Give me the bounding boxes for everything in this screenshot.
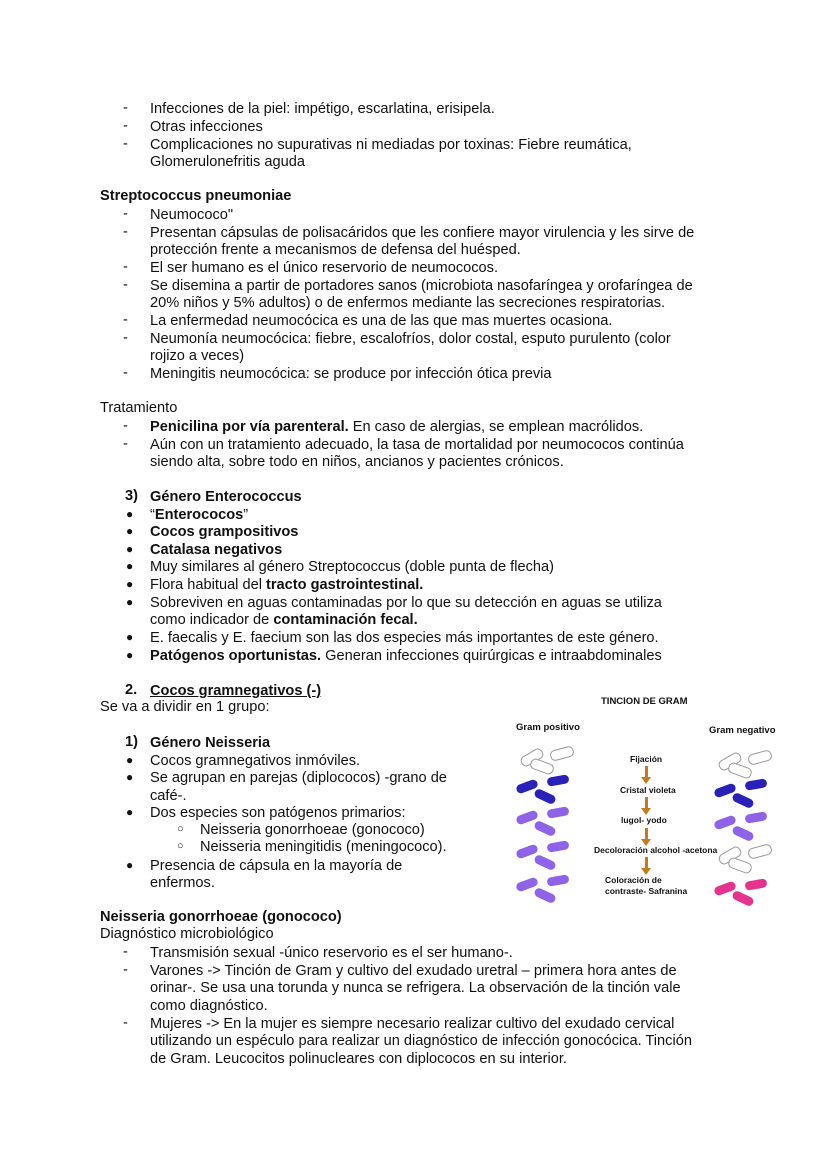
dash: - <box>123 277 128 293</box>
list-item: El ser humano es el único reservorio de neumococos. <box>150 260 498 276</box>
list-item: Infecciones de la piel: impétigo, escarlatina, erisipela. <box>150 101 495 117</box>
bacterium-shape <box>731 792 755 809</box>
arrow-icon <box>645 766 648 778</box>
list-item: La enfermedad neumocócica es una de las que mas muertes ocasiona. <box>150 313 613 329</box>
list-item-cont: orinar-. Se usa una torunda y nunca se refrigera. La observación de la tinción vale <box>150 980 681 996</box>
section-number: 2. <box>125 682 138 698</box>
list-item: Presentan cápsulas de polisacáridos que les confiere mayor virulencia y les sirve de <box>150 225 695 241</box>
list-item: E. faecalis y E. faecium son las dos especies más importantes de este género. <box>150 630 659 646</box>
list-item: Se agrupan en parejas (diplococos) -grano de <box>150 770 447 786</box>
section-number: 3) <box>125 488 138 504</box>
bacterium-shape <box>546 874 569 887</box>
list-item: Presencia de cápsula en la mayoría de <box>150 858 403 874</box>
list-item: Flora habitual del tracto gastrointestinal. <box>150 577 424 593</box>
bacterium-shape <box>529 757 555 776</box>
list-item-cont: protección frente a mecanismos de defensa del huésped. <box>150 242 521 258</box>
bacterium-shape <box>747 843 773 860</box>
arrow-icon <box>645 797 648 809</box>
bacterium-shape <box>533 788 557 805</box>
bacterium-shape <box>533 854 557 871</box>
step-label: lugol- yodo <box>621 815 667 825</box>
bacterium-shape <box>546 774 569 787</box>
list-item: Cocos gramnegativos inmóviles. <box>150 753 361 769</box>
list-item: Penicilina por vía parenteral. En caso de alergias, se emplean macrólidos. <box>150 419 644 435</box>
step-label: Decoloración alcohol -acetona <box>594 845 718 855</box>
bullet: ● <box>126 524 134 538</box>
sub-list-item: Neisseria gonorrhoeae (gonococo) <box>200 822 425 838</box>
bacterium-shape <box>549 745 575 762</box>
list-item: Varones -> Tinción de Gram y cultivo del exudado uretral – primera hora antes de <box>150 963 677 979</box>
dash: - <box>123 365 128 381</box>
list-item-cont: enfermos. <box>150 875 215 891</box>
sub-list-item: Neisseria meningitidis (meningococo). <box>200 839 447 855</box>
bacterium-shape <box>744 878 767 891</box>
arrow-icon <box>645 857 648 869</box>
step-label: Coloración de <box>605 875 662 885</box>
list-item: Cocos grampositivos <box>150 524 299 540</box>
dash: - <box>123 962 128 978</box>
list-item-cont: como diagnóstico. <box>150 998 268 1014</box>
list-item: Sobreviven en aguas contaminadas por lo que su detección en aguas se utiliza <box>150 595 662 611</box>
bacterium-shape <box>533 887 557 904</box>
paragraph: Se va a dividir en 1 grupo: <box>100 699 270 715</box>
bullet: ● <box>126 577 134 591</box>
list-item: Otras infecciones <box>150 119 263 135</box>
list-item-cont: de Gram. Leucocitos polinucleares con diplococos en su interior. <box>150 1051 567 1067</box>
bullet: ● <box>126 559 134 573</box>
step-label: Cristal violeta <box>620 785 676 795</box>
bacterium-shape <box>744 811 767 824</box>
bullet: ● <box>126 858 134 872</box>
bullet: ● <box>126 595 134 609</box>
list-item: Neumococo" <box>150 207 234 223</box>
bacterium-shape <box>546 840 569 853</box>
bullet: ● <box>126 805 134 819</box>
list-item: Se disemina a partir de portadores sanos (microbiota nasofaríngea y orofaríngea de <box>150 278 693 294</box>
dash: - <box>123 118 128 134</box>
list-item: Complicaciones no supurativas ni mediadas por toxinas: Fiebre reumática, <box>150 137 632 153</box>
dash: - <box>123 312 128 328</box>
bullet: ● <box>126 507 134 521</box>
list-item-cont: 20% niños y 5% adultos) o de enfermos mediante las secreciones respiratorias. <box>150 295 666 311</box>
section-heading: Género Neisseria <box>150 735 271 751</box>
section-subheading: Diagnóstico microbiológico <box>100 926 274 942</box>
dash: - <box>123 100 128 116</box>
step-label: contraste- Safranina <box>605 886 688 896</box>
dash: - <box>123 136 128 152</box>
list-item: Aún con un tratamiento adecuado, la tasa de mortalidad por neumococos continúa <box>150 437 684 453</box>
dash: - <box>123 206 128 222</box>
bullet: ● <box>126 753 134 767</box>
section-heading: Género Enterococcus <box>150 489 302 505</box>
dash: - <box>123 224 128 240</box>
bacterium-shape <box>747 749 773 766</box>
bullet: ● <box>126 648 134 662</box>
figure-title: TINCION DE GRAM <box>601 696 688 707</box>
dash: - <box>123 436 128 452</box>
list-item: Transmisión sexual -único reservorio es el ser humano-. <box>150 945 513 961</box>
section-heading: Neisseria gonorrhoeae (gonococo) <box>100 909 342 925</box>
list-item: Muy similares al género Streptococcus (doble punta de flecha) <box>150 559 554 575</box>
list-item: Dos especies son patógenos primarios: <box>150 805 406 821</box>
list-item: Mujeres -> En la mujer es siempre necesario realizar cultivo del exudado cervical <box>150 1016 675 1032</box>
bullet: ● <box>126 630 134 644</box>
list-item-cont: utilizando un espéculo para realizar un diagnóstico de infección gonocócica. Tinción <box>150 1033 692 1049</box>
section-heading: Cocos gramnegativos (-) <box>150 683 322 699</box>
bacterium-shape <box>546 806 569 819</box>
bacterium-shape <box>744 778 767 791</box>
bacterium-shape <box>731 890 755 907</box>
bullet: ● <box>126 770 134 784</box>
bacterium-shape <box>727 856 753 875</box>
bacterium-shape <box>533 820 557 837</box>
step-label: Fijación <box>630 754 663 764</box>
list-item: Neumonía neumocócica: fiebre, escalofríos, dolor costal, esputo purulento (color <box>150 331 671 347</box>
list-item-cont: siendo alta, sobre todo en niños, ancianos y pacientes crónicos. <box>150 454 564 470</box>
figure-label-positive: Gram positivo <box>516 722 580 733</box>
bacterium-shape <box>731 825 755 842</box>
dash: - <box>123 330 128 346</box>
arrow-icon <box>645 828 648 840</box>
list-item: Catalasa negativos <box>150 542 283 558</box>
dash: - <box>123 1015 128 1031</box>
dash: - <box>123 418 128 434</box>
dash: - <box>123 944 128 960</box>
section-number: 1) <box>125 734 138 750</box>
section-heading: Streptococcus pneumoniae <box>100 188 292 204</box>
list-item: Patógenos oportunistas. Generan infecciones quirúrgicas e intraabdominales <box>150 648 662 664</box>
sub-bullet: ○ <box>177 823 184 835</box>
dash: - <box>123 259 128 275</box>
list-item: “Enterococos” <box>150 507 249 523</box>
list-item-cont: café-. <box>150 788 187 804</box>
list-item-cont: como indicador de contaminación fecal. <box>150 612 418 628</box>
bacterium-shape <box>727 761 753 780</box>
list-item-cont: Glomerulonefritis aguda <box>150 154 305 170</box>
list-item: Meningitis neumocócica: se produce por infección ótica previa <box>150 366 552 382</box>
list-item-cont: rojizo a veces) <box>150 348 245 364</box>
section-heading: Tratamiento <box>100 400 178 416</box>
figure-label-negative: Gram negativo <box>709 725 776 736</box>
bullet: ● <box>126 542 134 556</box>
sub-bullet: ○ <box>177 840 184 852</box>
